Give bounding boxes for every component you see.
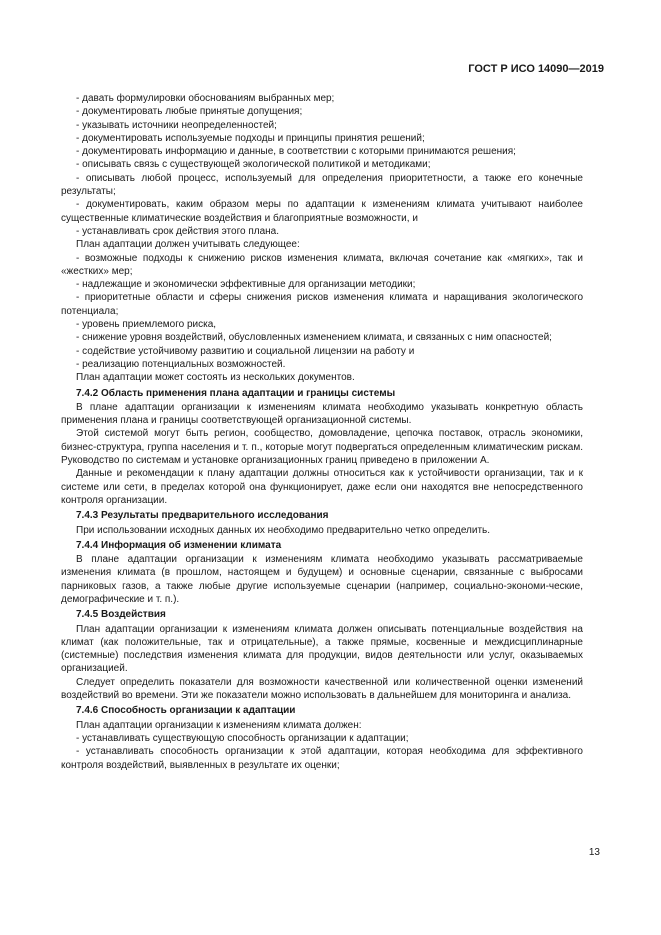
paragraph: В плане адаптации организации к изменениям климата необходимо указывать рассматриваемые изменения климата (в прошлом, настоящем и будущем) и основные сценарии, связанные с выбросами парниковых газов, а также любые другие используемые сценарии (например, социально-экономи-ческие, демографические и т. п.). <box>61 554 583 605</box>
paragraph: - давать формулировки обоснованиям выбранных мер; <box>76 93 335 104</box>
paragraph: План адаптации организации к изменениям климата должен описывать потенциальные воздействия на климат (как положительные, так и отрицательные), а также прямые, косвенные и междисциплинарные (системные) последствия изменения климата для продукции, видов деятельности или услуг, оказываемых организацией. <box>61 623 583 675</box>
paragraph: - описывать связь с существующей экологической политикой и методиками; <box>76 159 431 171</box>
paragraph: - уровень приемлемого риска, <box>76 319 217 331</box>
section-heading: 7.4.3 Результаты предварительного исследования <box>76 510 329 522</box>
paragraph: План адаптации организации к изменениям климата должен: <box>76 719 362 731</box>
section-heading: 7.4.4 Информация об изменении климата <box>76 539 282 551</box>
paragraph: - реализацию потенциальных возможностей. <box>76 358 286 370</box>
paragraph: - содействие устойчивому развитию и социальной лицензии на работу и <box>76 345 415 357</box>
paragraph: - документировать, каким образом меры по адаптации к изменениям климата учитывают наиболее существенные климатические воздействия и благоприятные возможности, и <box>61 199 583 224</box>
paragraph: - приоритетные области и сферы снижения рисков изменения климата и наращивания экологического потенциала; <box>61 292 583 317</box>
paragraph: - документировать информацию и данные, в соответствии с которыми принимаются решения; <box>76 146 516 158</box>
document-body <box>61 92 583 772</box>
document-id-header: ГОСТ Р ИСО 14090—2019 <box>468 63 604 75</box>
paragraph: - возможные подходы к снижению рисков изменения климата, включая сочетание как «мягких», так и «жестких» мер; <box>61 252 583 277</box>
paragraph: - устанавливать существующую способность организации к адаптации; <box>76 732 409 744</box>
section-heading: 7.4.5 Воздействия <box>76 609 166 621</box>
paragraph: При использовании исходных данных их необходимо предварительно четко определить. <box>76 524 491 536</box>
paragraph: - документировать любые принятые допущения; <box>76 106 303 118</box>
paragraph: - описывать любой процесс, используемый для определения приоритетности, а также его конечные результаты; <box>61 172 583 198</box>
paragraph: - устанавливать срок действия этого плана. <box>76 225 280 237</box>
paragraph: - надлежащие и экономически эффективные для организации методики; <box>76 279 416 291</box>
paragraph: - указывать источники неопределенностей; <box>76 119 277 131</box>
paragraph: Данные и рекомендации к плану адаптации должны относиться как к устойчивости организации, так и к системе или сети, в пределах которой она функционирует, даже если они находятся вне непосредственного контроля организации. <box>61 468 583 506</box>
section-heading: 7.4.2 Область применения плана адаптации и границы системы <box>76 387 396 399</box>
paragraph: - устанавливать способность организации к этой адаптации, которая необходима для эффективного контроля воздействий, выявленных в результате их оценки; <box>61 746 583 771</box>
paragraph: В плане адаптации организации к изменениям климата необходимо указывать конкретную область применения плана и границы соответствующей организационной системы. <box>61 401 583 427</box>
section-heading: 7.4.6 Способность организации к адаптации <box>76 705 296 717</box>
paragraph: - документировать используемые подходы и принципы принятия решений; <box>76 132 425 144</box>
paragraph: План адаптации может состоять из нескольких документов. <box>76 372 355 384</box>
paragraph: - снижение уровня воздействий, обусловленных изменением климата, и связанных с ним опасностей; <box>76 332 552 344</box>
page-number: 13 <box>588 847 600 858</box>
paragraph: Следует определить показатели для возможности качественной или количественной оценки изменений воздействий во времени. Эти же показатели можно использовать в дальнейшем для мониторинга и анализа. <box>61 676 583 702</box>
paragraph: План адаптации должен учитывать следующее: <box>76 239 300 251</box>
paragraph: Этой системой могут быть регион, сообщество, домовладение, цепочка поставок, отрасль экономики, бизнес-структура, группа населения и т. п., которые могут подвергаться определенным климатическим рискам. Руководство по системам и установке организационных границ приведено в приложении А. <box>61 428 583 467</box>
